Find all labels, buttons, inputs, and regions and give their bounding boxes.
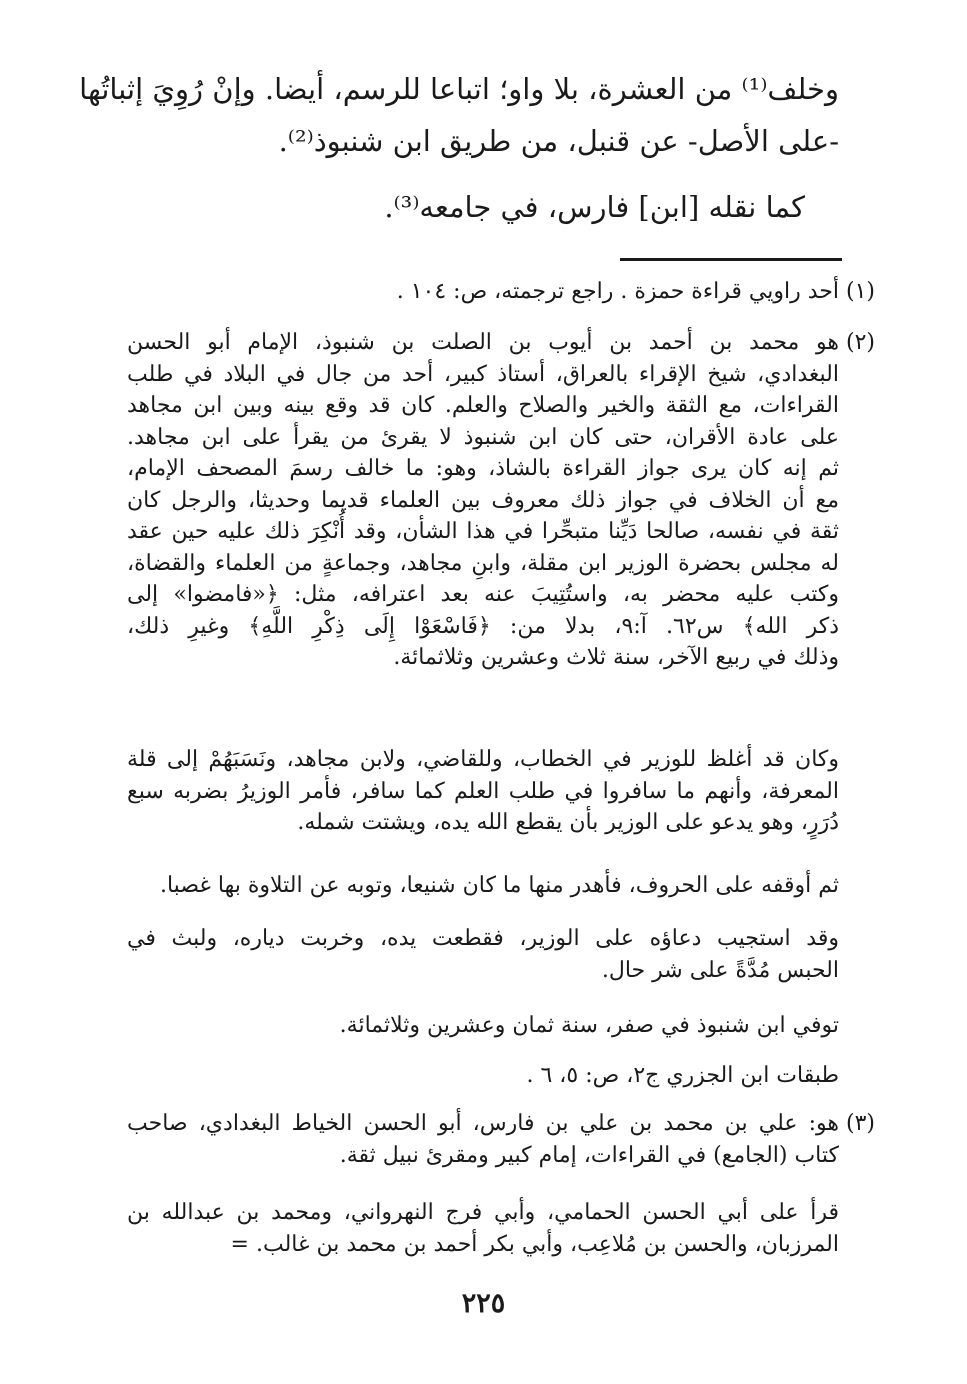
footnote-line: هو: علي بن محمد بن علي بن فارس، أبو الحسن الخياط البغدادي، صاحب bbox=[127, 1111, 839, 1136]
footnote-line: هو محمد بن أحمد بن أيوب بن الصلت بن شنبوذ، الإمام أبو الحسن bbox=[127, 330, 839, 355]
footnote-separator bbox=[620, 258, 842, 261]
footnote-line: له مجلس بحضرة الوزير ابن مقلة، وابنِ مجاهد، وجماعةٍ من العلماء والقضاة، bbox=[127, 550, 839, 576]
main-text-line-3: كما نقله [ابن] فارس، في جامعه⁽³⁾. bbox=[384, 190, 805, 224]
footnote-line: طبقات ابن الجزري ج٢، ص: ٥، ٦ . bbox=[526, 1063, 839, 1088]
footnote-marker: (٢) bbox=[845, 330, 875, 355]
footnote-line: ثقة في نفسه، صالحا دَيِّنا متبحِّرا في هذا الشأن، وقد أُنْكِرَ ذلك عليه حين عقد bbox=[127, 519, 839, 544]
footnote-marker: (١) bbox=[845, 279, 875, 304]
footnote-paragraph bbox=[127, 327, 839, 674]
footnote-line: القراءات، مع الثقة والخير والصلاح والعلم. كان قد وقع بينه وبين ابن مجاهد bbox=[127, 393, 839, 418]
footnote-line: كتاب (الجامع) في القراءات، إمام كبير ومقرئ نبيل ثقة. bbox=[339, 1142, 839, 1168]
footnote-3 bbox=[127, 1108, 875, 1171]
footnote-paragraph bbox=[127, 276, 839, 308]
footnote-line: المرزبان، والحسن بن مُلاعِب، وأبي بكر أحمد بن محمد بن غالب. = bbox=[230, 1231, 839, 1257]
footnote-marker: (٣) bbox=[845, 1111, 875, 1136]
footnote-line: أحد راويي قراءة حمزة . راجع ترجمته، ص: ١٠٤ . bbox=[396, 279, 839, 304]
footnote-line: وكتب عليه محضر به، واستُتِيبَ عنه بعد اعترافه، مثل: ﴿«فامضوا» إلى bbox=[127, 582, 839, 607]
footnote-line: وقد استجيب دعاؤه على الوزير، فقطعت يده، وخربت دياره، ولبث في bbox=[127, 926, 839, 951]
footnote-2 bbox=[127, 327, 875, 674]
footnote-line: ثم إنه كان يرى جواز القراءة بالشاذ، وهو: ما خالف رسمَ المصحف الإمام، bbox=[127, 456, 839, 481]
footnote-2-source bbox=[127, 1060, 839, 1092]
footnote-2-paragraph-5 bbox=[127, 1010, 839, 1042]
page-number: ٢٢٥ bbox=[461, 1288, 506, 1319]
footnote-line: قرأ على أبي الحسن الحمامي، وأبي فرج النهرواني، ومحمد بن عبدالله بن bbox=[127, 1200, 839, 1225]
footnote-line: المعرفة، وأنهم ما سافروا في طلب العلم كما سافر، فأمر الوزيرُ بضربه سبع bbox=[127, 778, 839, 804]
footnote-line: ذكر الله﴾ س٦٢. آ:٩، بدلا من: ﴿فَاسْعَوْا إِلَى ذِكْرِ اللَّهِ﴾ وغيرِ ذلك، bbox=[127, 613, 839, 639]
footnote-2-paragraph-4 bbox=[127, 923, 839, 986]
footnote-line: وكان قد أغلظ للوزير في الخطاب، وللقاضي، ولابن مجاهد، ونَسَبَهُمْ إلى قلة bbox=[127, 747, 839, 772]
main-text-line-2: -على الأصل- عن قنبل، من طريق ابن شنبوذ⁽²⁾. bbox=[278, 124, 839, 158]
footnote-paragraph bbox=[127, 1108, 839, 1171]
footnote-3-paragraph-2 bbox=[127, 1197, 839, 1260]
main-text-line-1: وخلف⁽¹⁾ من العشرة، بلا واو؛ اتباعا للرسم، أيضا. وإنْ رُوِيَ إثباتُها bbox=[79, 72, 839, 106]
footnote-2-paragraph-3 bbox=[127, 870, 839, 902]
footnote-1 bbox=[127, 276, 875, 308]
footnote-line: دُرَرٍ، وهو يدعو على الوزير بأن يقطع الله يده، ويشتت شمله. bbox=[297, 810, 839, 835]
footnote-line: البغدادي، شيخ الإقراء بالعراق، أستاذ كبير، أحد من جال في البلاد في طلب bbox=[127, 361, 839, 387]
footnote-line: وذلك في ربيع الآخر، سنة ثلاث وعشرين وثلاثمائة. bbox=[393, 645, 839, 670]
footnote-line: الحبس مُدَّةً على شر حال. bbox=[601, 957, 839, 983]
footnote-line: مع أن الخلاف في جواز ذلك معروف بين العلماء قديما وحديثا، والرجل كان bbox=[127, 487, 839, 513]
footnote-line: توفي ابن شنبوذ في صفر، سنة ثمان وعشرين وثلاثمائة. bbox=[339, 1013, 839, 1038]
footnote-line: على عادة الأقران، حتى كان ابن شنبوذ لا يقرئ من يقرأ على ابن مجاهد. bbox=[127, 424, 839, 450]
footnote-2-paragraph-2 bbox=[127, 744, 839, 839]
footnote-line: ثم أوقفه على الحروف، فأهدر منها ما كان شنيعا، وتوبه عن التلاوة بها غصبا. bbox=[159, 873, 839, 898]
